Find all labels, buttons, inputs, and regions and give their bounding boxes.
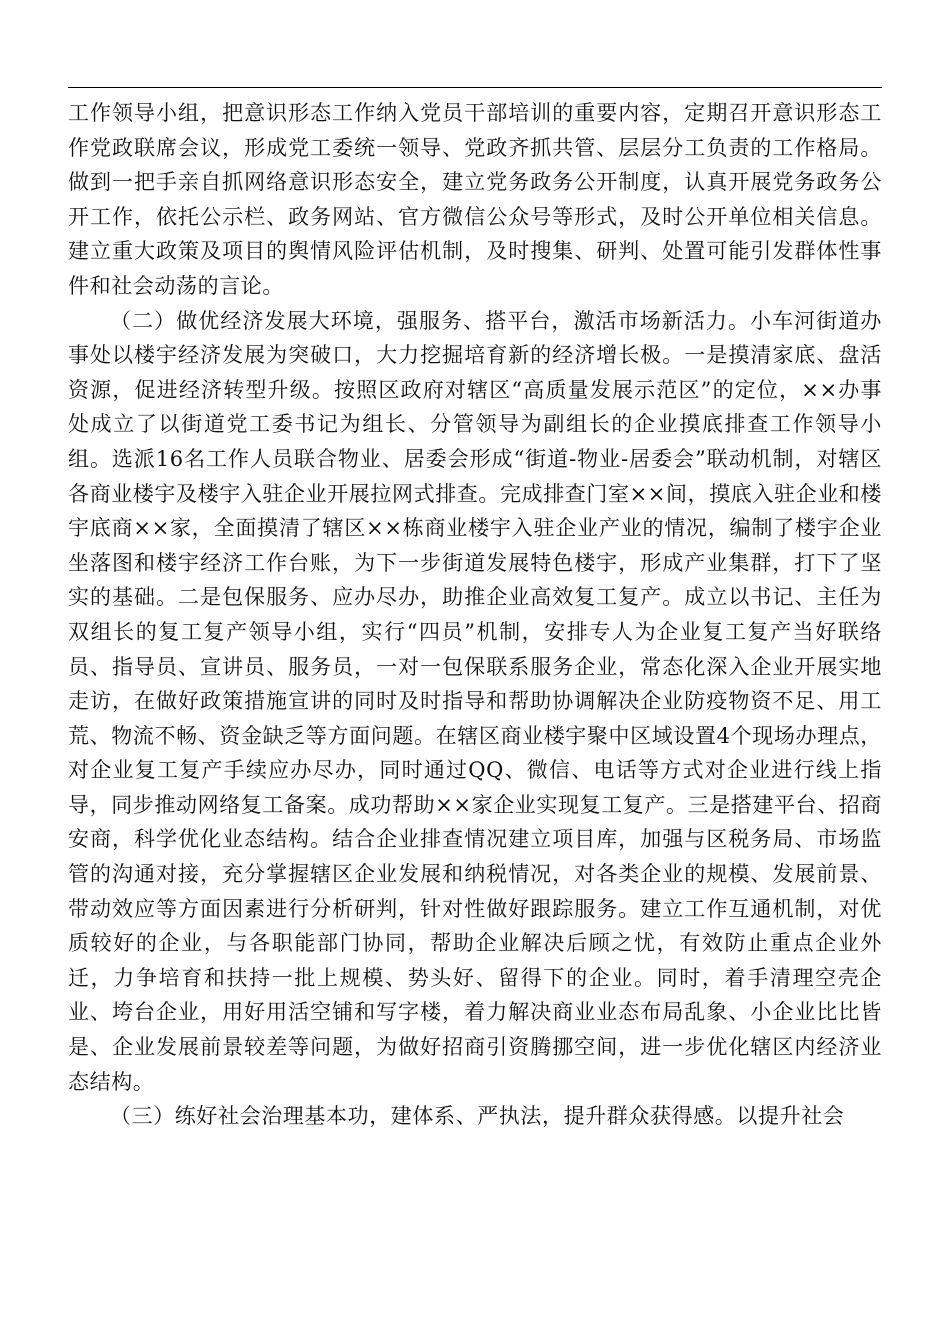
paragraph-continuation: 工作领导小组，把意识形态工作纳入党员干部培训的重要内容，定期召开意识形态工作党政联席会议，形成党工委统一领导、党政齐抓共管、层层分工负责的工作格局。做到一把手亲自抓网络意识形态安全，建立党务政务公开制度，认真开展党务政务公开工作，依托公示栏、政务网站、官方微信公众号等形式，及时公开单位相关信息。建立重大政策及项目的舆情风险评估机制，及时搜集、研判、处置可能引发群体性事件和社会动荡的言论。 bbox=[68, 101, 882, 298]
paragraph-social-governance: （三）练好社会治理基本功，建体系、严执法，提升群众获得感。以提升社会 bbox=[110, 1104, 845, 1129]
body-text bbox=[68, 96, 882, 1134]
header-rule bbox=[68, 87, 882, 88]
paragraph-economic-environment: （二）做优经济发展大环境，强服务、搭平台，激活市场新活力。小车河街道办事处以楼宇经济发展为突破口，大力挖掘培育新的经济增长极。一是摸清家底、盘活资源，促进经济转型升级。按照区政府对辖区“高质量发展示范区”的定位，××办事处成立了以街道党工委书记为组长、分管领导为副组长的企业摸底排查工作领导小组。选派16名工作人员联合物业、居委会形成“街道-物业-居委会”联动机制，对辖区各商业楼宇及楼宇入驻企业开展拉网式排查。完成排查门室××间，摸底入驻企业和楼宇底商××家，全面摸清了辖区××栋商业楼宇入驻企业产业的情况，编制了楼宇企业坐落图和楼宇经济工作台账，为下一步街道发展特色楼宇，形成产业集群，打下了坚实的基础。二是包保服务、应办尽办，助推企业高效复工复产。成立以书记、主任为双组长的复工复产领导小组，实行“四员”机制，安排专人为企业复工复产当好联络员、指导员、宣讲员、服务员，一对一包保联系服务企业，常态化深入企业开展实地走访，在做好政策措施宣讲的同时及时指导和帮助协调解决企业防疫物资不足、用工荒、物流不畅、资金缺乏等方面问题。在辖区商业楼宇聚中区域设置4个现场办理点，对企业复工复产手续应办尽办，同时通过QQ、微信、电话等方式对企业进行线上指导，同步推动网络复工备案。成功帮助××家企业实现复工复产。三是搭建平台、招商安商，科学优化业态结构。结合企业排查情况建立项目库，加强与区税务局、市场监管的沟通对接，充分掌握辖区企业发展和纳税情况，对各类企业的规模、发展前景、带动效应等方面因素进行分析研判，针对性做好跟踪服务。建立工作互通机制，对优质较好的企业，与各职能部门协同，帮助企业解决后顾之忧，有效防止重点企业外迁，力争培育和扶持一批上规模、势头好、留得下的企业。同时，着手清理空壳企业、垮台企业，用好用活空铺和写字楼，着力解决商业业态布局乱象、小企业比比皆是、企业发展前景较差等问题，为做好招商引资腾挪空间，进一步优化辖区内经济业态结构。 bbox=[68, 308, 882, 1094]
